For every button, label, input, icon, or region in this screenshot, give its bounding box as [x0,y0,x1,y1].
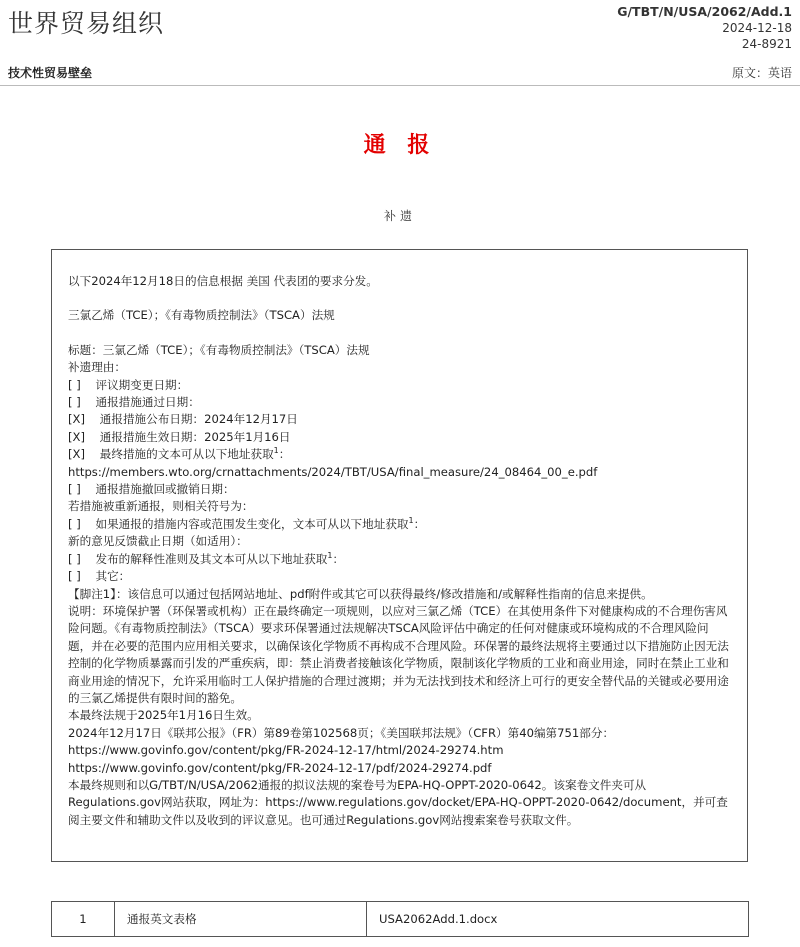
table-row [52,902,749,937]
checklist-item [68,394,731,411]
checklist-item [68,446,731,463]
addendum-label: 补遗 [383,209,416,223]
checklist-item [68,411,731,428]
footnote-marker: 1 [408,516,414,526]
original-language: 原文：英语 [731,66,792,80]
header-divider [0,85,800,86]
pdf-url[interactable]: https://www.govinfo.gov/content/pkg/FR-2024-12-17/pdf/2024-29274.pdf [68,760,492,775]
checklist-text: 通报措施撤回或撤销日期： [95,482,235,497]
checkbox-mark: [ ] [68,482,81,497]
subject-text: 三氯乙烯（TCE）；《有毒物质控制法》（TSCA）法规 [68,308,335,323]
footnote-marker: 1 [327,550,333,560]
checkbox-mark: [ ] [68,569,81,584]
checklist-text: 如果通报的措施内容或范围发生变化，文本可从以下地址获取 [95,516,409,531]
checkbox-mark: [ ] [68,551,81,566]
effective-date-text: 本最终法规于2025年1月16日生效。 [68,708,259,723]
new-deadline: 新的意见反馈截止日期（如适用）： [68,534,248,549]
checkbox-mark: [ ] [68,516,81,531]
footnote-text: 【脚注1】：该信息可以通过包括网站地址、pdf附件或其它可以获得最终/修改措施和/或解释性指南的信息来提供。 [68,586,653,601]
checklist-suffix: ： [413,516,426,531]
document-date: 2024-12-18 [722,21,792,35]
checklist-item [68,377,731,394]
checklist-text: 发布的解释性准则及其文本可从以下地址获取 [95,551,328,566]
org-name: 世界贸易组织 [8,9,165,38]
checkbox-mark: [ ] [68,377,81,392]
notice-title: 通 报 [363,133,437,158]
checklist-text: 通报措施通过日期： [95,395,200,410]
description-text: 说明：环境保护署（环保署或机构）正在最终确定一项规则，以应对三氯乙烯（TCE）在其使用条件下对健康构成的不合理伤害风险问题。《有毒物质控制法》（TSCA）要求环保署通过法规解决TSCA风险评估中确定的任何对健康或环境构成的不合理风险问题，并在必要的范围内应用相关要求，以确保该化学物质不再构成不合理风险。环保署的最终法规将主要通过以下措施防止因无法控制的化学物质暴露而引发的严重疾病，即：禁止消费者接触该化学物质，限制该化学物质的工业和商业用途，同时在禁止工业和商业用途的情况下，允许采用临时工人保护措施的合理过渡期；并为无法找到技术和经济上可行的更安全替代品的关键或必要用途的三氯乙烯提供有限时间的豁免。 [68,603,729,705]
checklist-text: 其它： [95,569,131,584]
checklist-item [68,516,731,533]
checklist-text: 通报措施公布日期：2024年12月17日 [99,412,298,427]
checklist-item [68,481,731,498]
checkbox-mark: [X] [68,429,85,444]
checklist-text: 最终措施的文本可从以下地址获取 [99,447,274,462]
checkbox-mark: [X] [68,447,85,462]
document-symbol: G/TBT/N/USA/2062/Add.1 [617,4,792,19]
attachment-filename[interactable]: USA2062Add.1.docx [367,902,749,937]
notification-box [51,249,748,862]
reference-number: 24-8921 [741,37,792,51]
checklist-text: 通报措施生效日期：2025年1月16日 [99,429,291,444]
attachments-table [51,901,749,937]
footnote-marker: 1 [273,446,279,456]
renotified-intro: 若措施被重新通报，则相关符号为： [68,499,254,514]
document-info [617,4,792,52]
final-measure-url[interactable]: https://members.wto.org/crnattachments/2024/TBT/USA/final_measure/24_08464_00_e.pdf [68,464,598,479]
title-line: 标题：三氯乙烯（TCE）；《有毒物质控制法》（TSCA）法规 [68,342,370,357]
docket-text: 本最终规则和以G/TBT/N/USA/2062通报的拟议法规的案卷号为EPA-HQ-OPPT-2020-0642。该案卷文件夹可从Regulations.gov网站获取，网址为：https://www.regulations.gov/docket/EPA-HQ-OPPT-2020-0642/document，并可查阅主要文件和辅助文件以及收到的评议意见。也可通过Regulations.gov网站搜索案卷号获取文件。 [68,777,728,827]
checklist-text: 评议期变更日期： [95,377,189,392]
committee-name: 技术性贸易壁垒 [8,66,93,80]
html-url[interactable]: https://www.govinfo.gov/content/pkg/FR-2024-12-17/html/2024-29274.htm [68,743,504,758]
attachment-number: 1 [52,902,115,937]
checkbox-mark: [ ] [68,395,81,410]
attachment-description: 通报英文表格 [115,902,367,937]
checklist-suffix: ： [278,447,291,462]
intro-text: 以下2024年12月18日的信息根据 美国 代表团的要求分发。 [68,274,378,288]
reason-heading: 补遗理由： [68,360,126,375]
checklist-suffix: ： [332,551,345,566]
checklist-item [68,568,731,585]
federal-register-text: 2024年12月17日《联邦公报》（FR）第89卷第102568页；《美国联邦法规》（CFR）第40编第751部分： [68,725,615,740]
checklist-item [68,551,731,568]
checkbox-mark: [X] [68,412,85,427]
checklist-item [68,429,731,446]
